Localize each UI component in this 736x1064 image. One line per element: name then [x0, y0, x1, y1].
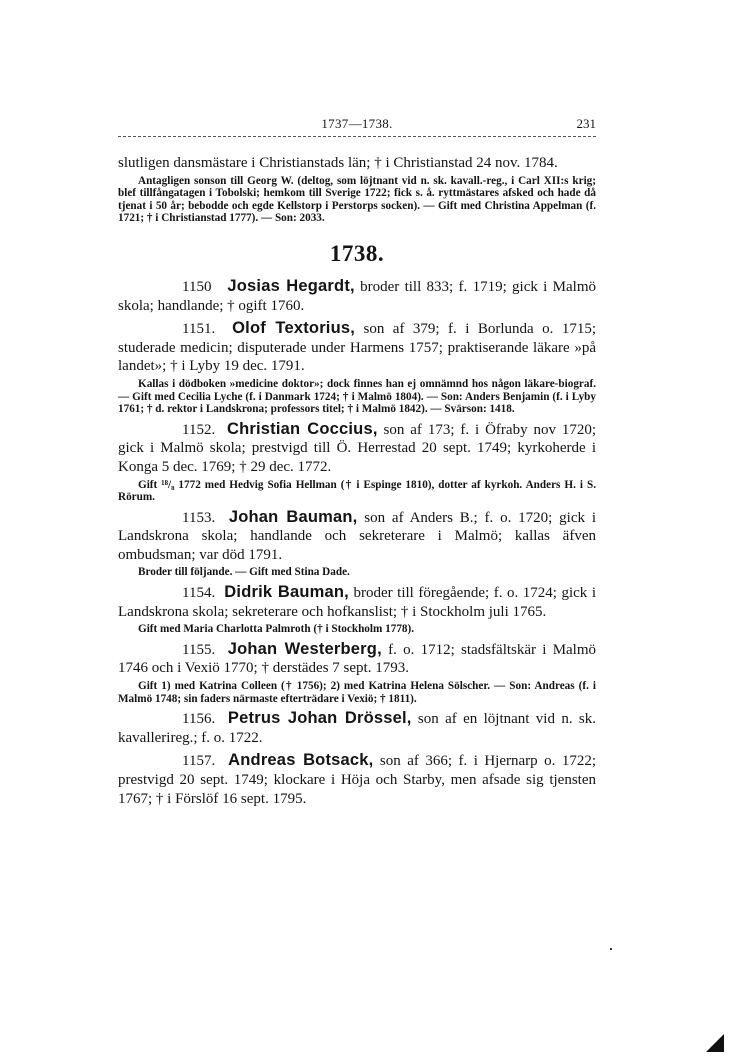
entry-number: 1154.	[182, 585, 216, 602]
entry-text: son af Anders B.; f. o. 1720; gick i Landskrona skola; handlande och sekreterare i Malmö; kallas äfven ombudsman; var död 1791.	[118, 509, 596, 563]
entry-1157	[118, 751, 596, 808]
entry-number: 1150	[182, 278, 212, 295]
entry-text: f. o. 1712; stadsfältskär i Malmö 1746 och i Vexiö 1770; † derstädes 7 sept. 1793.	[118, 641, 597, 677]
entry-note: Gift ¹⁸/₈ 1772 med Hedvig Sofia Hellman († i Espinge 1810), dotter af kyrkoh. Anders H. i S. Rörum.	[118, 478, 596, 504]
running-head	[118, 112, 596, 134]
entry-1150	[118, 277, 596, 315]
entry-number: 1155.	[182, 641, 216, 658]
entry-1156	[118, 709, 596, 747]
page-number: 231	[576, 116, 596, 131]
entry-paragraph	[118, 751, 596, 808]
entry-1155	[118, 640, 596, 705]
entry-1152	[118, 420, 596, 504]
person-name: Andreas Botsack,	[228, 751, 374, 770]
entry-paragraph	[118, 508, 596, 565]
page-corner-mark	[706, 1034, 724, 1052]
person-name: Didrik Bauman,	[224, 583, 349, 602]
entry-paragraph	[118, 583, 596, 621]
header-rule	[118, 136, 596, 137]
person-name: Christian Coccius,	[227, 419, 378, 438]
person-name: Petrus Johan Drössel,	[227, 709, 412, 728]
entry-paragraph	[118, 420, 596, 477]
person-name: Johan Bauman,	[228, 507, 358, 526]
entry-1153	[118, 508, 596, 579]
entry-number: 1156.	[182, 711, 216, 728]
entry-paragraph	[118, 640, 596, 678]
continuation-paragraph: slutligen dansmästare i Christianstads län; † i Christianstad 24 nov. 1784.	[118, 155, 558, 171]
entry-paragraph	[118, 277, 596, 315]
entry-number: 1152.	[182, 421, 216, 438]
entry-paragraph	[118, 319, 596, 376]
entry-note: Gift med Maria Charlotta Palmroth († i Stockholm 1778).	[138, 623, 415, 636]
person-name: Olof Textorius,	[232, 319, 356, 338]
book-page	[118, 112, 596, 808]
entry-text: son af en löjtnant vid n. sk. kavallerireg.; f. o. 1722.	[118, 711, 597, 746]
entry-text: son af 366; f. i Hjernarp o. 1722; prestvigd 20 sept. 1749; klockare i Höja och Starby, men afsade sig tjensten 1767; † i Förslöf 16 sept. 1795.	[118, 753, 596, 807]
entry-text: son af 379; f. i Borlunda o. 1715; studerade medicin; disputerade under Harmens 1757; praktiserande läkare »på landet»; † i Lyby 19 dec. 1791.	[118, 321, 597, 375]
entry-number: 1153.	[182, 509, 216, 526]
entry-text: broder till 833; f. 1719; gick i Malmö skola; handlande; † ogift 1760.	[118, 278, 596, 314]
entry-1154	[118, 583, 596, 636]
print-speck	[610, 948, 612, 950]
person-name: Josias Hegardt,	[227, 276, 355, 295]
entry-number: 1157.	[182, 753, 216, 770]
entry-note: Kallas i dödboken »medicine doktor»; dock finnes han ej omnämnd hos någon läkare-biograf. — Gift med Cecilia Lyche (f. i Danmark 1724; † i Malmö 1804). — Son: Anders Benjamin (f. i Lyby 1761; † d. rektor i Landskrona; professors titel; † i Malmö 1842). — Svärson: 1418.	[118, 377, 596, 416]
entry-paragraph	[118, 709, 596, 747]
entry-note: Broder till följande. — Gift med Stina Dade.	[138, 566, 350, 579]
running-head-range: 1737—1738.	[321, 116, 393, 131]
entry-note: Gift 1) med Katrina Colleen († 1756); 2) med Katrina Helena Sölscher. — Son: Andreas (f. i Malmö 1748; sin faders närmaste efterträdare i Vexiö; † 1811).	[118, 680, 596, 705]
entry-1151	[118, 319, 596, 416]
person-name: Johan Westerberg,	[227, 639, 382, 658]
year-heading: 1738.	[329, 240, 385, 266]
entry-text: son af 173; f. i Öfraby nov 1720; gick i Malmö skola; prestvigd till Ö. Herrestad 20 sept. 1749; kyrkoherde i Konga 5 dec. 1769; † 29 dec. 1772.	[118, 421, 597, 475]
entry-text: broder till föregående; f. o. 1724; gick i Landskrona skola; sekreterare och hofkanslist; † i Stockholm juli 1765.	[118, 585, 597, 620]
entry-number: 1151.	[182, 321, 216, 338]
continuation-note: Antagligen sonson till Georg W. (deltog, som löjtnant vid n. sk. kavall.-reg., i Carl XII:s krig; blef tillfångatagen i Tobolski; hemkom till Sverige 1722; fick s. å. ryttmästares afsked och hade då tjenat i 50 år; bebodde och egde Kellstorp i Perstorps socken). — Gift med Christina Appelman (f. 1721; † i Christianstad 1777). — Son: 2033.	[118, 174, 596, 225]
